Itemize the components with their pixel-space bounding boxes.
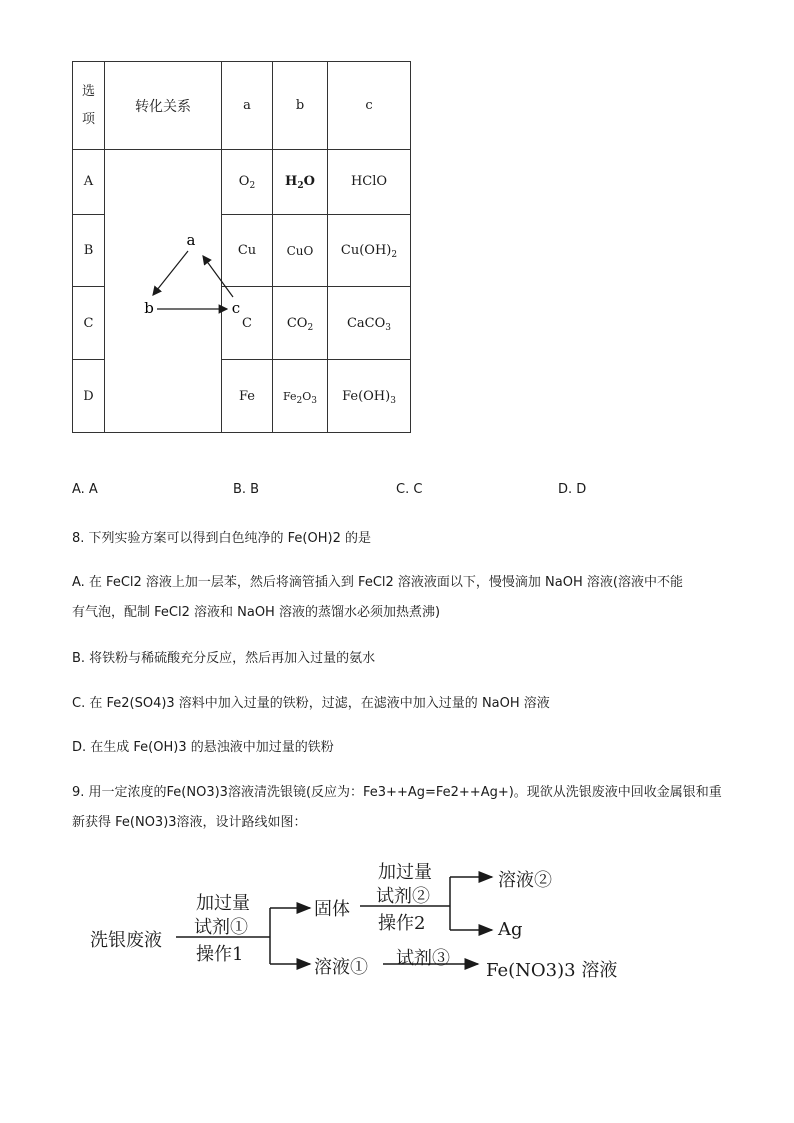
conversion-table xyxy=(72,61,411,433)
header-b: b xyxy=(273,62,328,150)
q9-stem-line2: 新获得 Fe(NO3)3溶液，设计路线如图： xyxy=(72,815,307,830)
q8-option-d[interactable]: D. 在生成 Fe(OH)3 的悬浊液中加过量的铁粉 xyxy=(72,740,334,755)
conversion-diagram-cell xyxy=(105,150,241,433)
row-b-cell-b: CuO xyxy=(273,214,328,287)
row-a-cell-a: $O_2$ xyxy=(222,150,273,215)
flow-step1-top2: 试剂① xyxy=(194,917,248,938)
q8-option-a-line2[interactable]: 有气泡，配制 FeCl2 溶液和 NaOH 溶液的蒸馏水必须加热煮沸) xyxy=(72,605,441,620)
q8-option-b[interactable]: B. 将铁粉与稀硫酸充分反应，然后再加入过量的氨水 xyxy=(72,651,376,666)
header-option-bottom: 项 xyxy=(81,111,95,127)
flow-silver: Ag xyxy=(498,919,523,940)
row-c-cell-c: CaCO$_3$ xyxy=(328,287,411,360)
flow-solution1: 溶液① xyxy=(314,957,368,978)
header-a: a xyxy=(222,62,273,150)
flow-step2-top1: 加过量 xyxy=(378,862,432,883)
node-a: a xyxy=(186,231,196,249)
header-c: c xyxy=(328,62,411,150)
flow-step2-top2: 试剂② xyxy=(376,886,430,907)
row-c-cell-b: $CO_2$ xyxy=(273,287,328,360)
row-d-cell-b: $Fe_2O_3$ xyxy=(273,360,328,433)
arrow-a-to-b xyxy=(153,251,188,295)
row-b-cell-c: $Cu(OH)_2$ xyxy=(328,214,411,287)
q9-stem-line1: 9. 用一定浓度的Fe(NO3)3溶液清洗银镜(反应为：Fe3++Ag=Fe2++Ag+)。现欲从洗银废液中回收金属银和重 xyxy=(72,785,722,800)
q8-option-c[interactable]: C. 在 Fe2(SO4)3 溶料中加入过量的铁粉，过滤，在滤液中加入过量的 NaOH 溶液 xyxy=(72,696,550,711)
row-option-a: A xyxy=(73,150,105,215)
row-d-cell-c: $Fe(OH)_3$ xyxy=(328,360,411,433)
q7-choice-d[interactable]: D. D xyxy=(558,482,587,497)
row-option-c: C xyxy=(73,287,105,360)
flow-reagent3: 试剂③ xyxy=(396,948,450,969)
flow-step1-top1: 加过量 xyxy=(196,893,250,914)
row-option-d: D xyxy=(73,360,105,433)
conversion-triangle-diagram xyxy=(105,150,241,428)
header-option-top: 选 xyxy=(81,83,95,99)
flow-step2-bottom: 操作2 xyxy=(378,913,426,934)
row-b-cell-a: Cu xyxy=(222,214,273,287)
q8-stem: 8. 下列实验方案可以得到白色纯净的 Fe(OH)2 的是 xyxy=(72,531,371,546)
row-c-cell-a: C xyxy=(222,287,273,360)
row-a-cell-b: $H_2O$ xyxy=(273,150,328,215)
q7-choice-b[interactable]: B. B xyxy=(233,482,260,497)
flow-solution2: 溶液② xyxy=(498,870,552,891)
flow-start: 洗银废液 xyxy=(90,930,162,951)
flow-step1-bottom: 操作1 xyxy=(196,944,244,965)
row-option-b: B xyxy=(73,214,105,287)
header-relation: 转化关系 xyxy=(105,62,222,150)
row-a-cell-c: HClO xyxy=(328,150,411,215)
q7-choice-a[interactable]: A. A xyxy=(72,482,98,497)
flow-solid: 固体 xyxy=(314,899,350,920)
node-c: c xyxy=(231,299,241,317)
header-option xyxy=(73,62,105,150)
flow-product: Fe(NO3)3 溶液 xyxy=(486,960,618,981)
node-b: b xyxy=(144,299,154,317)
q8-option-a-line1[interactable]: A. 在 FeCl2 溶液上加一层苯，然后将滴管插入到 FeCl2 溶液液面以下，慢慢滴加 NaOH 溶液(溶液中不能 xyxy=(72,575,683,590)
row-d-cell-a: Fe xyxy=(222,360,273,433)
q7-choice-c[interactable]: C. C xyxy=(396,482,423,497)
